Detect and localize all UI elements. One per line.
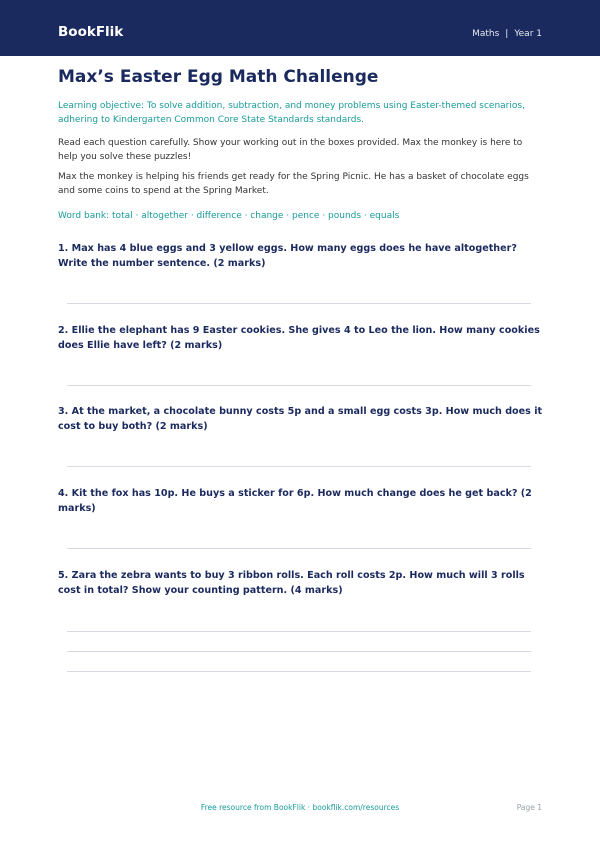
question-4: 4. Kit the fox has 10p. He buys a sticker for 6p. How much change does he get back? (2 marks) (58, 488, 532, 514)
question-2: 2. Ellie the elephant has 9 Easter cookies. She gives 4 to Leo the lion. How many cookies does Ellie have left? (2 marks) (58, 325, 540, 351)
instructions-text: Read each question carefully. Show your working out in the boxes provided. Max the monkey is here to help you solve these puzzles! (58, 138, 523, 162)
answer-line[interactable] (67, 631, 531, 632)
answer-line[interactable] (67, 548, 531, 549)
year-label: Year 1 (514, 29, 542, 39)
story-intro-text: Max the monkey is helping his friends get ready for the Spring Picnic. He has a basket of chocolate eggs and some coins to spend at the Spring Market. (58, 172, 529, 196)
learning-objective: Learning objective: To solve addition, subtraction, and money problems using Easter-themed scenarios, adhering to Kindergarten Common Core State Standards standards. (58, 101, 525, 125)
footer-link[interactable]: Free resource from BookFlik · bookflik.com/resources (200, 803, 400, 812)
word-bank: Word bank: total · altogether · difference · change · pence · pounds · equals (58, 211, 400, 221)
answer-line[interactable] (67, 671, 531, 672)
answer-line[interactable] (67, 651, 531, 652)
subject-label: Maths (472, 29, 500, 39)
header-bar (0, 0, 600, 56)
brand-logo[interactable]: BookFlik (58, 24, 124, 40)
breadcrumb-separator: | (505, 29, 509, 39)
question-3: 3. At the market, a chocolate bunny costs 5p and a small egg costs 3p. How much does it cost to buy both? (2 marks) (58, 406, 543, 432)
answer-line[interactable] (67, 466, 531, 467)
answer-line[interactable] (67, 385, 531, 386)
page-number: Page 1 (516, 803, 542, 812)
breadcrumb (472, 28, 542, 40)
page-title: Max’s Easter Egg Math Challenge (58, 67, 379, 87)
answer-line[interactable] (67, 303, 531, 304)
question-5: 5. Zara the zebra wants to buy 3 ribbon rolls. Each roll costs 2p. How much will 3 rolls cost in total? Show your counting pattern. (4 marks) (58, 570, 525, 596)
question-1: 1. Max has 4 blue eggs and 3 yellow eggs. How many eggs does he have altogether? Write the number sentence. (2 marks) (58, 243, 517, 269)
